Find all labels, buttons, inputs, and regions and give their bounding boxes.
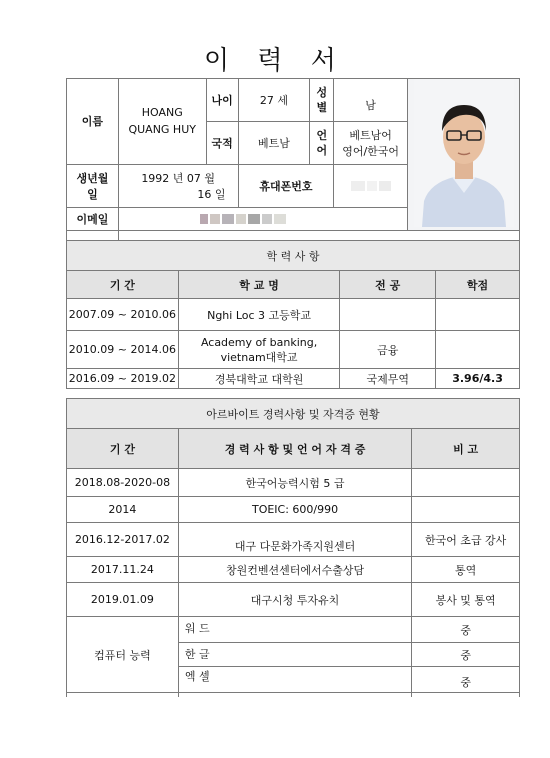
gender-value: 남 (334, 79, 408, 122)
exp-header-period: 기 간 (67, 429, 179, 469)
phone-value-redacted (334, 164, 408, 207)
language-label: 언 어 (310, 122, 334, 164)
exp-content: 한국어능력시험 5 급 (178, 469, 411, 497)
table-row (67, 299, 520, 331)
edu-major (340, 299, 436, 331)
experience-section-title: 아르바이트 경력사항 및 자격증 현황 (67, 399, 520, 429)
personal-info-table (66, 78, 520, 267)
edu-header-period: 기 간 (67, 271, 179, 299)
edu-major: 금융 (340, 331, 436, 369)
edu-school: Nghi Loc 3 고등학교 (178, 299, 340, 331)
education-section-title: 학 력 사 항 (67, 241, 520, 271)
table-row (67, 497, 520, 523)
birth-value-line-1: 1992 년 07 월 (141, 171, 216, 185)
exp-period: 2016.12-2017.02 (67, 523, 179, 557)
exp-period: 2017.11.24 (67, 557, 179, 583)
computer-skill: 워 드 (178, 617, 411, 643)
table-row (67, 583, 520, 617)
nationality-value: 베트남 (238, 122, 310, 164)
email-value-redacted (118, 207, 407, 230)
page-title: 이 력 서 (204, 46, 346, 76)
exp-note: 봉사 및 통역 (412, 583, 520, 617)
edu-school: Academy of banking, vietnam대학교 (178, 331, 340, 369)
exp-header-note: 비 고 (412, 429, 520, 469)
computer-skill-level: 중 (412, 643, 520, 667)
exp-content: TOEIC: 600/990 (178, 497, 411, 523)
table-row (67, 617, 520, 643)
table-row (67, 523, 520, 557)
name-label: 이름 (67, 79, 119, 165)
edu-header-school: 학 교 명 (178, 271, 340, 299)
table-row (67, 557, 520, 583)
language-line-2: 영어/한국어 (342, 144, 400, 158)
edu-header-gpa: 학점 (436, 271, 520, 299)
exp-note: 한국어 초급 강사 (412, 523, 520, 557)
table-row (67, 331, 520, 369)
language-value (334, 122, 408, 164)
computer-skill: 한 글 (178, 643, 411, 667)
edu-period: 2016.09 ~ 2019.02 (67, 369, 179, 389)
age-value: 27 세 (238, 79, 310, 122)
computer-skill-level: 중 (412, 617, 520, 643)
name-value (118, 79, 206, 165)
table-continuation (178, 693, 411, 697)
edu-gpa (436, 299, 520, 331)
birth-label-line-2: 일 (87, 187, 98, 201)
email-label: 이메일 (67, 207, 119, 230)
address-label: 주소 (67, 231, 119, 267)
name-line-1: HOANG (141, 106, 183, 120)
edu-period: 2007.09 ~ 2010.06 (67, 299, 179, 331)
edu-period: 2010.09 ~ 2014.06 (67, 331, 179, 369)
computer-skill-level: 중 (412, 667, 520, 693)
computer-skills-label: 컴퓨터 능력 (67, 617, 179, 693)
exp-note (412, 497, 520, 523)
exp-note: 통역 (412, 557, 520, 583)
birth-value (118, 164, 238, 207)
birth-value-line-2: 16 일 (197, 187, 226, 201)
experience-table (66, 398, 520, 697)
edu-gpa: 3.96/4.3 (436, 369, 520, 389)
profile-photo-image (414, 79, 514, 227)
language-line-1: 베트남어 (349, 128, 392, 142)
exp-period: 2018.08-2020-08 (67, 469, 179, 497)
exp-content: 대구시청 투자유치 (178, 583, 411, 617)
exp-note (412, 469, 520, 497)
table-continuation (412, 693, 520, 697)
computer-skill: 엑 셀 (178, 667, 411, 693)
education-table (66, 240, 520, 389)
phone-label: 휴대폰번호 (238, 164, 334, 207)
profile-photo (408, 79, 520, 231)
table-continuation (67, 693, 179, 697)
edu-header-major: 전 공 (340, 271, 436, 299)
table-row (67, 469, 520, 497)
edu-school: 경북대학교 대학원 (178, 369, 340, 389)
edu-major: 국제무역 (340, 369, 436, 389)
gender-label: 성 별 (310, 79, 334, 122)
birth-label-line-1: 생년월 (76, 171, 109, 185)
exp-content: 창원컨벤션센터에서수출상담 (178, 557, 411, 583)
edu-gpa (436, 331, 520, 369)
exp-period: 2019.01.09 (67, 583, 179, 617)
age-label: 나이 (206, 79, 238, 122)
name-line-2: QUANG HUY (128, 123, 196, 137)
birth-label (67, 164, 119, 207)
table-row (67, 369, 520, 389)
exp-period: 2014 (67, 497, 179, 523)
exp-header-content: 경 력 사 항 및 언 어 자 격 증 (178, 429, 411, 469)
exp-content: 대구 다문화가족지원센터 (178, 523, 411, 557)
nationality-label: 국적 (206, 122, 238, 164)
